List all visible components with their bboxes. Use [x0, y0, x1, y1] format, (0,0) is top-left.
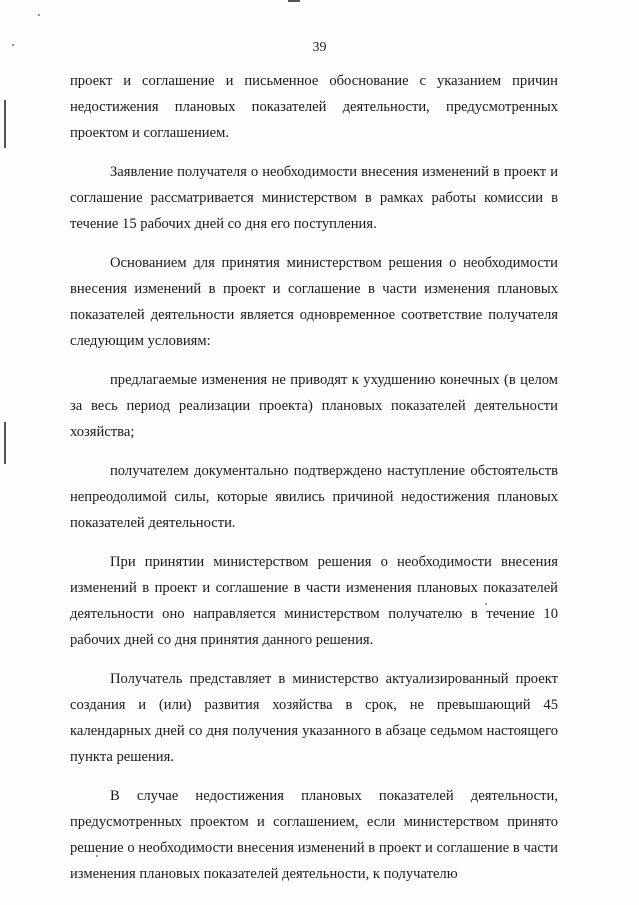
- paragraph: Заявление получателя о необходимости внесения изменений в проект и соглашение рассматривается министерством в рамках работы комиссии в течение 15 рабочих дней со дня его поступления.: [70, 164, 558, 232]
- paragraph: При принятии министерством решения о необходимости внесения изменений в проект и соглашение в части изменения плановых показателей деятельности оно направляется министерством получателю в течение 10 рабочих дней со дня принятия данного решения.: [70, 554, 558, 648]
- paragraph: получателем документально подтверждено наступление обстоятельств непреодолимой силы, которые явились причиной недостижения плановых показателей деятельности.: [70, 463, 558, 531]
- scan-artifact-top: [288, 0, 300, 2]
- paragraph: предлагаемые изменения не приводят к ухудшению конечных (в целом за весь период реализации проекта) плановых показателей деятельности хозяйства;: [70, 372, 558, 440]
- paragraph: Получатель представляет в министерство актуализированный проект создания и (или) развития хозяйства в срок, не превышающий 45 календарных дней со дня получения указанного в абзаце седьмом настоящего пункта решения.: [70, 671, 558, 765]
- scan-artifact-left-upper: [4, 100, 6, 148]
- scan-artifact-left-lower: [4, 422, 6, 464]
- paragraph: проект и соглашение и письменное обоснование с указанием причин недостижения плановых показателей деятельности, предусмотренных проектом и соглашением.: [70, 73, 558, 141]
- page-number: 39: [312, 40, 327, 55]
- scan-speck: [38, 14, 40, 16]
- paragraph: Основанием для принятия министерством решения о необходимости внесения изменений в проект и соглашение в части изменения плановых показателей деятельности является одновременное соответствие получателя следующим условиям:: [70, 255, 558, 349]
- document-body: [70, 68, 558, 900]
- paragraph: В случае недостижения плановых показателей деятельности, предусмотренных проектом и соглашением, если министерством принято решение о необходимости внесения изменений в проект и соглашение в части изменения плановых показателей деятельности, к получателю: [70, 788, 558, 882]
